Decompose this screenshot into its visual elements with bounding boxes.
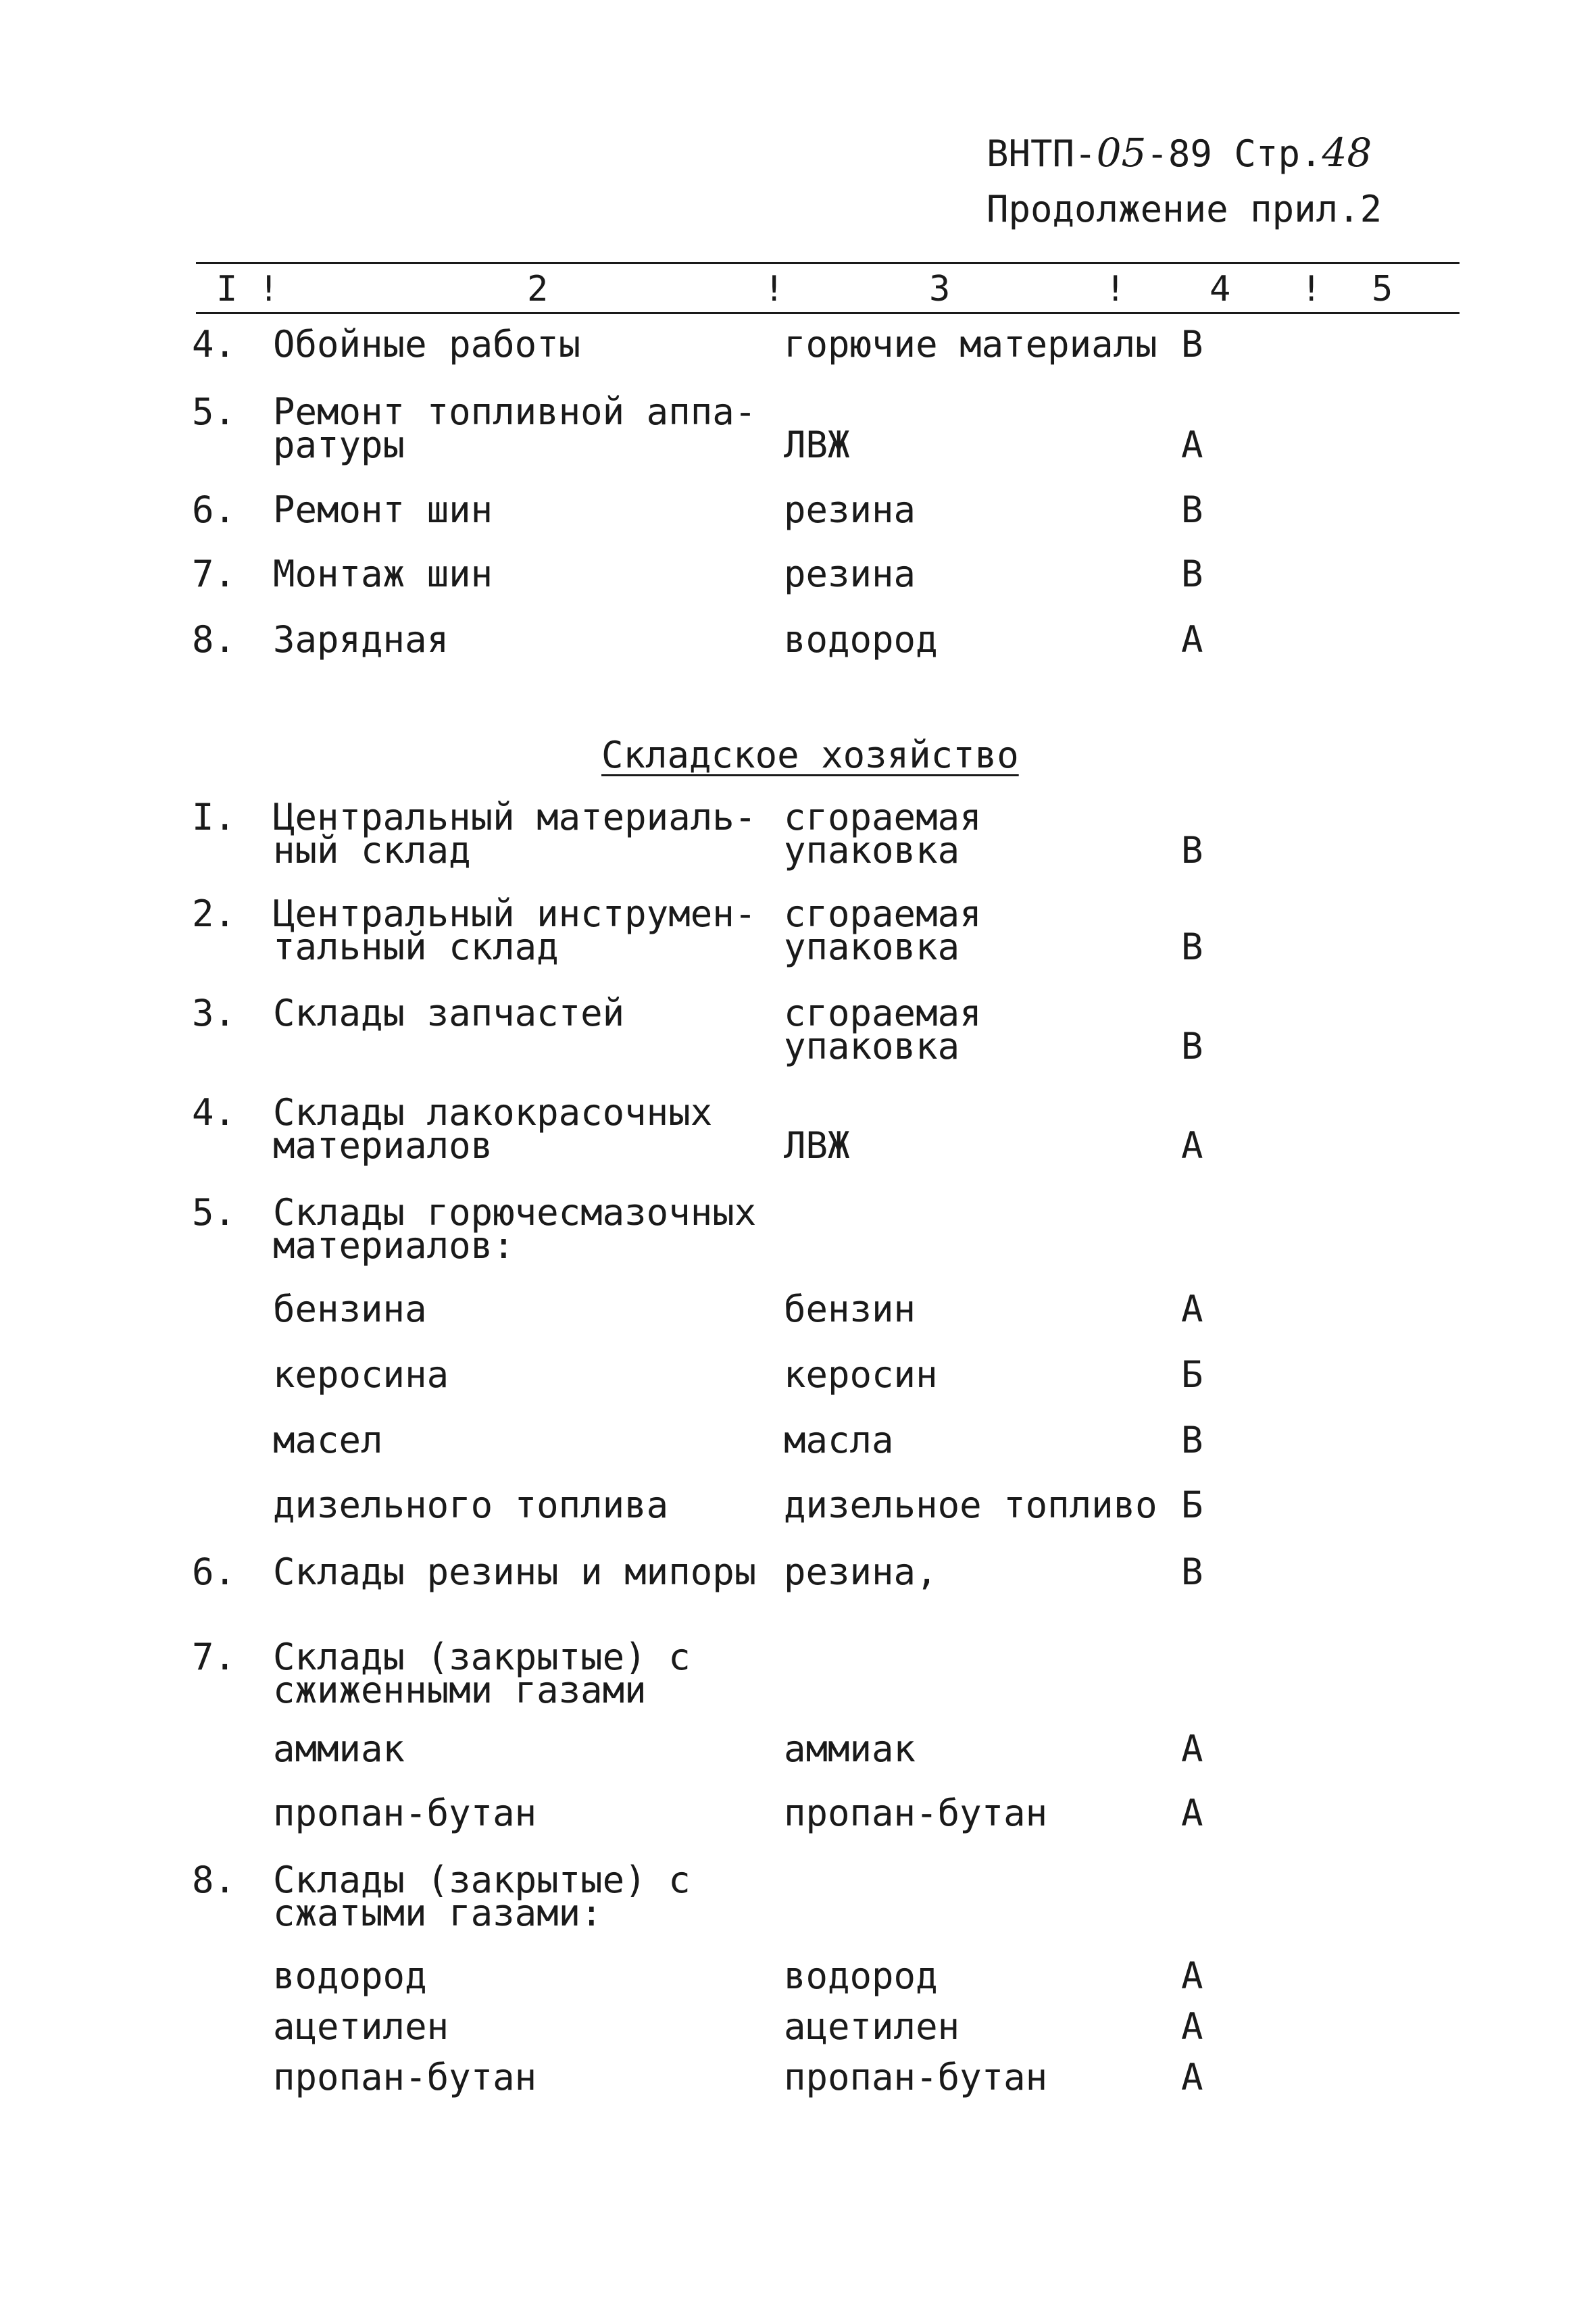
row-name: Склады запчастей xyxy=(273,992,625,1034)
row-category: В xyxy=(1181,1551,1203,1593)
row-category: А xyxy=(1181,424,1203,466)
row-material: керосин xyxy=(784,1353,938,1396)
row-material: сгораемая упаковка xyxy=(784,992,982,1067)
column-number-row xyxy=(196,269,1460,316)
row-material: масла xyxy=(784,1419,894,1461)
row-category: В xyxy=(1181,1025,1203,1067)
row-category: В xyxy=(1181,1419,1203,1461)
row-category: В xyxy=(1181,553,1203,595)
row-number: 7. xyxy=(192,553,236,595)
row-name: Зарядная xyxy=(273,618,449,661)
row-category: Б xyxy=(1181,1353,1203,1396)
row-name: Склады резины и мипоры xyxy=(273,1551,757,1593)
code-suffix: -89 Стр. xyxy=(1146,132,1322,175)
page-number-handwritten: 48 xyxy=(1322,130,1372,176)
col-separator: ! xyxy=(1301,269,1322,309)
row-name: аммиак xyxy=(273,1728,405,1770)
row-category: В xyxy=(1181,488,1203,531)
row-category: Б xyxy=(1181,1484,1203,1526)
row-name: керосина xyxy=(273,1353,449,1396)
row-category: А xyxy=(1181,2056,1203,2098)
row-category: А xyxy=(1181,1288,1203,1330)
row-name: Центральный инструмен- тальный склад xyxy=(273,892,757,968)
col-number-2: 2 xyxy=(527,269,549,309)
row-material: сгораемая упаковка xyxy=(784,892,982,968)
col-number-5: 5 xyxy=(1372,269,1393,309)
row-number: 5. xyxy=(192,391,236,433)
col-separator: ! xyxy=(1105,269,1126,309)
col-separator: ! xyxy=(258,269,280,309)
code-prefix: ВНТП- xyxy=(987,132,1097,175)
row-name: водород xyxy=(273,1955,427,1997)
row-material: резина xyxy=(784,488,916,531)
row-material: ЛВЖ xyxy=(784,1124,850,1167)
row-name: Ремонт шин xyxy=(273,488,493,531)
row-material: ЛВЖ xyxy=(784,424,850,466)
row-number: 7. xyxy=(192,1636,236,1678)
row-material: сгораемая упаковка xyxy=(784,796,982,872)
row-name: масел xyxy=(273,1419,383,1461)
col-separator: ! xyxy=(764,269,785,309)
row-number: 4. xyxy=(192,1091,236,1134)
col-number-4: 4 xyxy=(1210,269,1231,309)
row-material: аммиак xyxy=(784,1728,916,1770)
row-material: бензин xyxy=(784,1288,916,1330)
row-material: дизельное топливо xyxy=(784,1484,1157,1526)
row-category: В xyxy=(1181,926,1203,968)
row-name: дизельного топлива xyxy=(273,1484,669,1526)
row-material: резина, xyxy=(784,1551,938,1593)
page-header xyxy=(987,125,1382,237)
section-title: Складское хозяйство xyxy=(601,734,1019,776)
row-number: 4. xyxy=(192,323,236,366)
row-category: А xyxy=(1181,2005,1203,2048)
row-number: 6. xyxy=(192,1551,236,1593)
row-material: пропан-бутан xyxy=(784,1792,1048,1834)
table-top-rule xyxy=(196,262,1460,264)
continuation-note: Продолжение прил.2 xyxy=(987,188,1382,230)
row-category: А xyxy=(1181,1792,1203,1834)
row-name: бензина xyxy=(273,1288,427,1330)
row-category: А xyxy=(1181,1955,1203,1997)
row-category: В xyxy=(1181,323,1203,366)
row-material: водород xyxy=(784,1955,938,1997)
row-number: 5. xyxy=(192,1191,236,1234)
row-name: пропан-бутан xyxy=(273,2056,537,2098)
row-category: А xyxy=(1181,1728,1203,1770)
row-number: 8. xyxy=(192,618,236,661)
row-material: пропан-бутан xyxy=(784,2056,1048,2098)
row-name: Центральный материаль- ный склад xyxy=(273,796,757,872)
row-name: Склады лакокрасочных материалов xyxy=(273,1091,713,1167)
row-name: Склады горючесмазочных материалов: xyxy=(273,1191,757,1267)
row-name: ацетилен xyxy=(273,2005,449,2048)
row-category: А xyxy=(1181,1124,1203,1167)
row-name: Ремонт топливной аппа- ратуры xyxy=(273,391,757,466)
row-material: водород xyxy=(784,618,938,661)
row-number: 2. xyxy=(192,892,236,935)
row-material: ацетилен xyxy=(784,2005,960,2048)
row-name: пропан-бутан xyxy=(273,1792,537,1834)
row-number: 8. xyxy=(192,1859,236,1901)
row-category: В xyxy=(1181,829,1203,872)
col-number-3: 3 xyxy=(929,269,951,309)
row-number: 6. xyxy=(192,488,236,531)
row-material: резина xyxy=(784,553,916,595)
row-name: Склады (закрытые) с сжиженными газами xyxy=(273,1636,691,1711)
document-code xyxy=(987,125,1382,182)
row-material: горючие материалы xyxy=(784,323,1157,366)
row-number: I. xyxy=(192,796,236,838)
row-category: А xyxy=(1181,618,1203,661)
row-name: Склады (закрытые) с сжатыми газами: xyxy=(273,1859,691,1934)
row-name: Монтаж шин xyxy=(273,553,493,595)
col-number-1: I xyxy=(216,269,238,309)
code-handwritten: 05 xyxy=(1096,130,1147,176)
table-header-rule xyxy=(196,312,1460,314)
row-name: Обойные работы xyxy=(273,323,581,366)
row-number: 3. xyxy=(192,992,236,1034)
